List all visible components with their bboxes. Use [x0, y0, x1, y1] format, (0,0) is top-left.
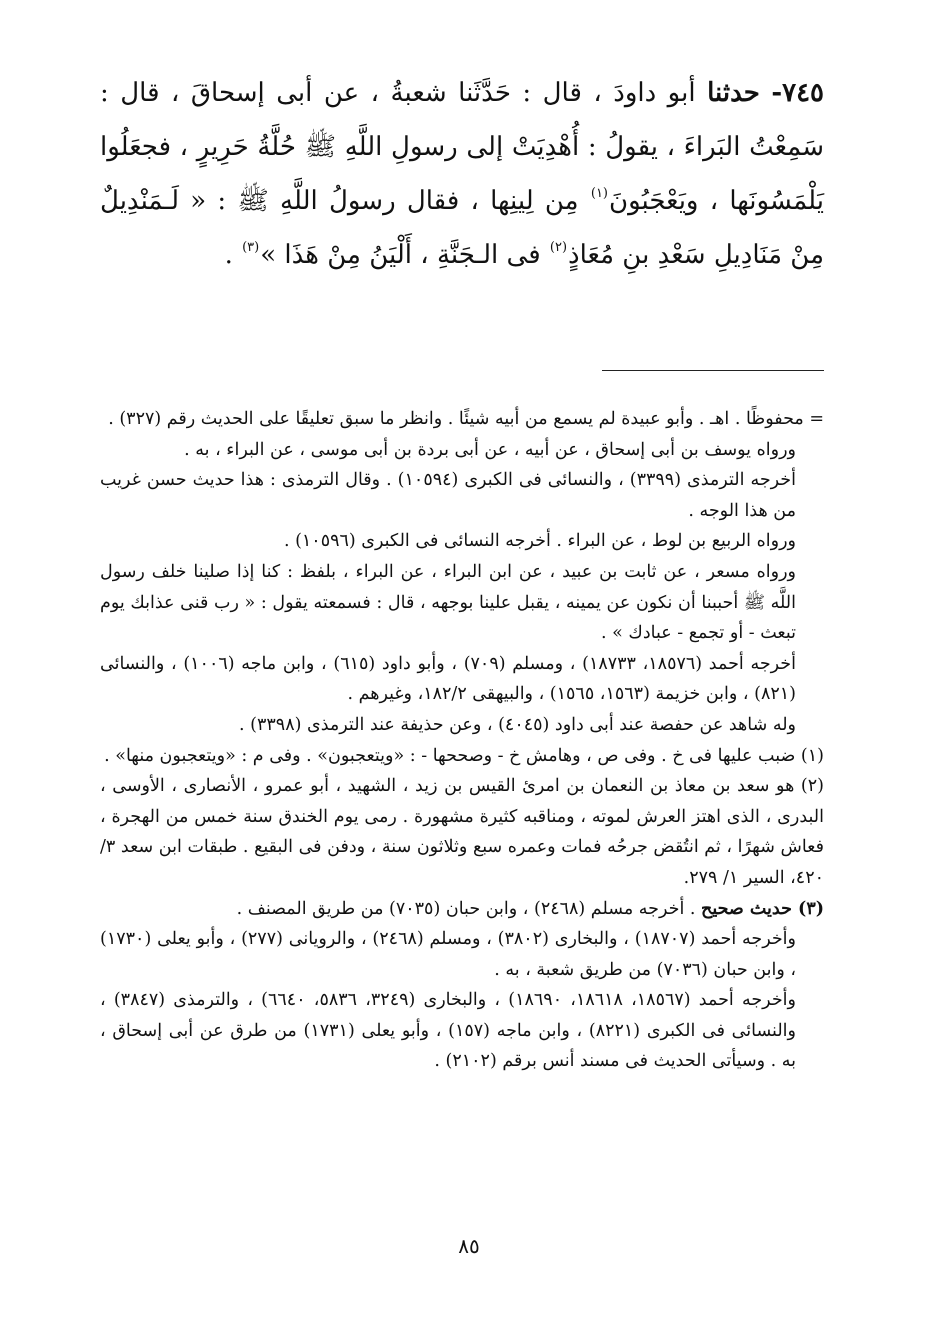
note-paragraph: وله شاهد عن حفصة عند أبى داود (٤٠٤٥) ، وعن حذيفة عند الترمذى (٣٣٩٨) .	[239, 714, 796, 735]
hadith-segment-1: أبو داودَ ، قال : حَدَّثَنا شعبةُ ، عن أبى إسحاقَ ، قال : سَمِعْتُ البَراءَ ، يقولُ : أُهْدِيَتْ إلى رسولِ اللَّهِ ﷺ حُلَّةُ حَرِيرٍ ، فجعَلُوا يَلْمَسُونَها ، ويَعْجَبُونَ	[100, 78, 825, 216]
hadith-text	[100, 66, 824, 282]
footnotes-block	[100, 404, 824, 1077]
footnote-2: (٢) هو سعد بن معاذ بن النعمان بن امرئ القيس بن زيد ، الشهيد ، أبو عمرو ، الأنصارى ، الأوسى ، البدرى ، الذى اهتز العرش لموته ، ومناقبه كثيرة مشهورة . رمى يوم الخندق سنة خمس من الهجرة ، فعاش شهرًا ، ثم انتُقض جرحُه فمات وعمره سبع وثلاثون سنة ، ودفن فى البقيع . طبقات ابن سعد ٣/ ٤٢٠، السير ١/ ٢٧٩.	[100, 776, 824, 888]
page-number: ٨٥	[458, 1234, 480, 1258]
footnote-3-label: (٣) حديث صحيح	[701, 898, 824, 919]
note-paragraph: = محفوظًا . اهـ . وأبو عبيدة لم يسمع من أبيه شيئًا . وانظر ما سبق تعليقًا على الحديث رقم (٣٢٧) .	[108, 409, 824, 429]
note-paragraph: أخرجه أحمد (١٨٥٧٦، ١٨٧٣٣) ، ومسلم (٧٠٩) ، وأبو داود (٦١٥) ، وابن ماجه (١٠٠٦) ، والنسائى (٨٢١) ، وابن خزيمة (١٥٦٣، ١٥٦٥) ، والبيهقى ١٨٢/٢، وغيرهم .	[100, 653, 796, 705]
footnote-3	[100, 894, 824, 925]
note-paragraph: ورواه مسعر ، عن ثابت بن عبيد ، عن ابن البراء ، عن البراء ، بلفظ : كنا إذا صلينا خلف رسول اللَّه ﷺ أحببنا أن نكون عن يمينه ، يقبل علينا بوجهه ، قال : فسمعته يقول : « رب قنى عذابك يوم تبعث - أو تجمع - عبادك » .	[100, 561, 796, 644]
footnote-ref-2: (٢)	[549, 240, 568, 255]
hadith-segment-2: مِن لِينِها ، فقال رسولُ اللَّهِ ﷺ : « لَـمَنْدِيلٌ مِنْ مَنَادِيلِ سَعْدِ بنِ مُعَاذٍ	[100, 186, 824, 270]
note-paragraph: أخرجه الترمذى (٣٣٩٩) ، والنسائى فى الكبرى (١٠٥٩٤) . وقال الترمذى : هذا حديث حسن غريب من هذا الوجه .	[100, 470, 796, 521]
document-page	[100, 66, 825, 1072]
footnote-separator	[602, 370, 824, 371]
footnote-ref-1: (١)	[590, 186, 608, 201]
note-paragraph: وأخرجه أحمد (١٨٥٦٧، ١٨٦١٨، ١٨٦٩٠) ، والبخارى (٣٢٤٩، ٥٨٣٦، ٦٦٤٠) ، والترمذى (٣٨٤٧) ، والنسائى فى الكبرى (٨٢٢١) ، وابن ماجه (١٥٧) ، وأبو يعلى (١٧٣١) من طرق عن أبى إسحاق ، به . وسيأتى الحديث فى مسند أنس برقم (٢١٠٢) .	[100, 990, 796, 1072]
note-paragraph: ورواه الربيع بن لوط ، عن البراء . أخرجه النسائى فى الكبرى (١٠٥٩٦) .	[283, 531, 796, 552]
hadith-segment-3: فى الـجَنَّةِ ، أَلْيَنُ مِنْ هَذَا »	[260, 240, 541, 270]
hadith-number: ٧٤٥-	[771, 78, 825, 108]
footnote-1: (١) ضبب عليها فى خ . وفى ص ، وهامش خ - وصححها - : «ويتعجبون» . وفى م : «ويتعجبون منها» .	[104, 745, 824, 766]
footnote-3-text: . أخرجه مسلم (٢٤٦٨) ، وابن حبان (٧٠٣٥) من طريق المصنف .	[236, 898, 696, 919]
hadith-end: .	[224, 240, 233, 270]
note-paragraph: ورواه يوسف بن أبى إسحاق ، عن أبيه ، عن أبى بردة بن أبى موسى ، عن البراء ، به .	[184, 439, 796, 460]
footnote-ref-3: (٣)	[242, 240, 260, 255]
hadith-opening: حدثنا	[707, 78, 760, 108]
note-paragraph: وأخرجه أحمد (١٨٧٠٧) ، والبخارى (٣٨٠٢) ، ومسلم (٢٤٦٨) ، والرويانى (٢٧٧) ، وأبو يعلى (١٧٣٠) ، وابن حبان (٧٠٣٦) من طريق شعبة ، به .	[100, 929, 796, 980]
